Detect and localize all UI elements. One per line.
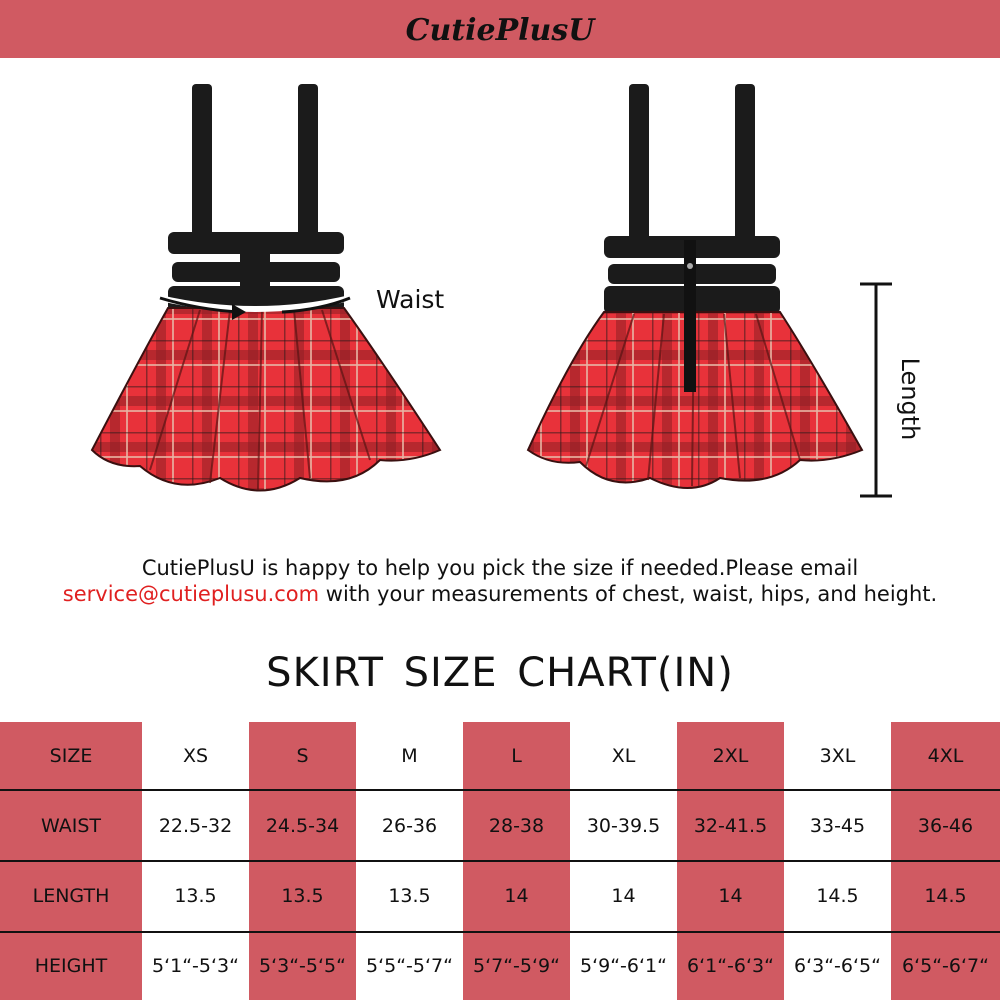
table-cell: 13.5 <box>142 861 249 932</box>
logo-icon <box>400 4 600 54</box>
size-chart-title: SKIRT SIZE CHART(IN) <box>266 650 734 696</box>
help-line-2 <box>0 581 1000 607</box>
table-cell: L <box>463 722 570 790</box>
table-cell: 26-36 <box>356 790 463 861</box>
length-measure <box>860 284 892 496</box>
table-cell: 22.5-32 <box>142 790 249 861</box>
table-cell: 5‘9“-6‘1“ <box>580 955 667 978</box>
table-cell: 24.5-34 <box>249 790 356 861</box>
table-cell: XS <box>142 722 249 790</box>
table-row <box>0 932 1000 1000</box>
table-cell: 5‘1“-5‘3“ <box>152 955 239 978</box>
brand-logo <box>0 0 1000 58</box>
table-cell: 32-41.5 <box>677 790 784 861</box>
table-cell: 14 <box>570 861 677 932</box>
help-line-1: CutiePlusU is happy to help you pick the size if needed.Please email <box>141 556 859 580</box>
table-cell: 14.5 <box>784 861 891 932</box>
length-label: Length <box>896 357 924 441</box>
table-cell: 5‘5“-5‘7“ <box>366 955 453 978</box>
table-cell: M <box>356 722 463 790</box>
table-cell: 30-39.5 <box>570 790 677 861</box>
table-cell: 2XL <box>677 722 784 790</box>
table-cell: 6‘1“-6‘3“ <box>677 932 784 1000</box>
size-chart-table <box>0 722 1000 1000</box>
table-cell: 6‘5“-6‘7“ <box>891 932 1000 1000</box>
row-label-cell: LENGTH <box>0 861 142 932</box>
skirt-illustration <box>0 58 1000 548</box>
table-cell: 13.5 <box>249 861 356 932</box>
table-cell: 4XL <box>891 722 1000 790</box>
help-line-2-rest: with your measurements of chest, waist, hips, and height. <box>319 582 938 606</box>
table-cell: 14 <box>463 861 570 932</box>
table-row <box>0 861 1000 932</box>
table-cell: 33-45 <box>784 790 891 861</box>
help-text <box>0 555 1000 607</box>
table-cell: 28-38 <box>463 790 570 861</box>
table-cell: 3XL <box>784 722 891 790</box>
svg-text:CutiePlusU: CutiePlusU <box>405 13 595 48</box>
table-cell: S <box>249 722 356 790</box>
table-cell: 13.5 <box>356 861 463 932</box>
row-label-cell: WAIST <box>0 790 142 861</box>
row-label-cell: HEIGHT <box>0 932 142 1000</box>
row-label-cell: SIZE <box>0 722 142 790</box>
table-cell: 36-46 <box>891 790 1000 861</box>
table-cell: 5‘7“-5‘9“ <box>463 932 570 1000</box>
table-cell: 5‘3“-5‘5“ <box>249 932 356 1000</box>
table-cell: 6‘3“-6‘5“ <box>794 955 881 978</box>
table-cell: XL <box>570 722 677 790</box>
table-cell: 14 <box>677 861 784 932</box>
waist-label: Waist <box>376 285 445 314</box>
table-cell: 14.5 <box>891 861 1000 932</box>
table-row <box>0 790 1000 861</box>
back-skirt <box>528 84 862 488</box>
table-row <box>0 722 1000 790</box>
support-email-link[interactable]: service@cutieplusu.com <box>62 582 320 606</box>
